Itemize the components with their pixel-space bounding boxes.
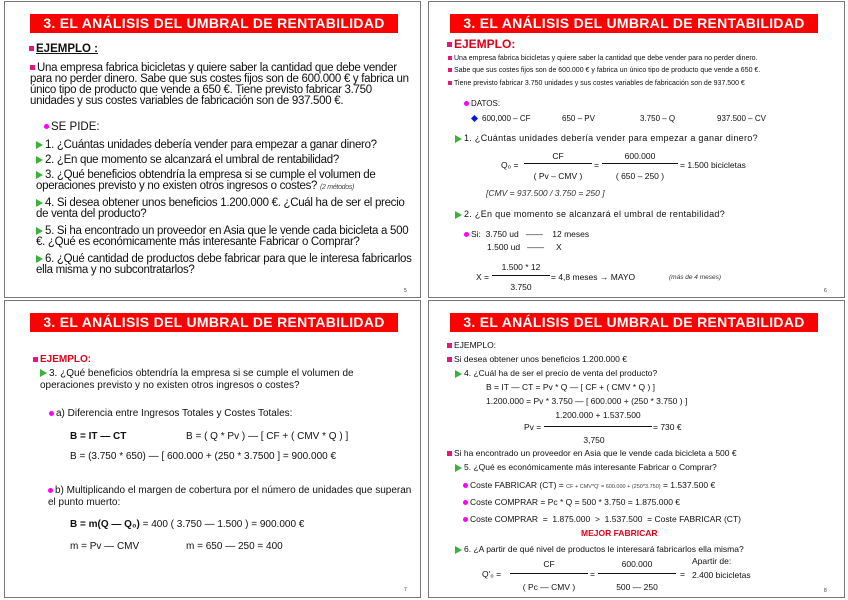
intro-paragraph — [30, 63, 412, 107]
triangle-bullet-icon — [36, 156, 43, 164]
question-6 — [36, 254, 414, 276]
fraction-line — [602, 163, 678, 164]
cost-make-result: = 1.537.500 € — [662, 480, 716, 490]
rule-text: Si: 3.750 ud —— 12 meses — [471, 229, 590, 239]
q-prime-result: 2.400 bicicletas — [692, 570, 751, 580]
circle-bullet-icon — [44, 124, 49, 129]
slide-title: 3. EL ANÁLISIS DEL UMBRAL DE RENTABILIDAD — [450, 313, 818, 332]
statement-text: Tiene previsto fabricar 3.750 unidades y sus costes variables de fabricación son de 937.500 € — [454, 80, 745, 87]
question-text: 6. ¿A partir de qué nivel de productos le interesará fabricarlos ella misma? — [464, 544, 744, 554]
square-bullet-icon — [30, 65, 35, 70]
slide-6 — [424, 0, 848, 300]
question-text: 5. Si ha encontrado un proveedor en Asia que le vende cada bicicleta a 500 €. ¿Qué es económicamente más interesante Fabricar o Comprar? — [36, 225, 409, 248]
formula-b-values: B = (3.750 * 650) — [ 600.000 + (250 * 3.7500 ] = 900.000 € — [70, 451, 337, 462]
question-text: 2. ¿En que momento se alcanzará el umbral de rentabilidad? — [464, 209, 726, 219]
slide-frame — [4, 300, 421, 598]
square-bullet-icon — [447, 42, 452, 47]
question-text: 2. ¿En que momento se alcanzará el umbral de rentabilidad? — [45, 154, 339, 166]
question-text: 1. ¿Cuántas unidades debería vender para empezar a ganar dinero? — [45, 139, 377, 151]
circle-bullet-icon — [464, 232, 469, 237]
formula-m: m = Pv — CMV — [70, 541, 140, 552]
diamond-bullet-icon — [471, 115, 478, 122]
fraction-numerator: CF — [552, 151, 564, 161]
question-6 — [455, 543, 744, 555]
formula-margin — [70, 519, 304, 531]
triangle-bullet-icon — [455, 370, 462, 378]
ejemplo-heading — [447, 339, 496, 351]
statement-line — [448, 80, 745, 88]
square-bullet-icon — [33, 357, 38, 362]
fraction-numerator: 600.000 — [621, 559, 653, 569]
cost-make-formula: CF + CMV*Q' = 600.000 + (250*3.750) — [566, 484, 661, 490]
formula-margin-values: = 400 ( 3.750 — 1.500 ) = 900.000 € — [139, 519, 305, 530]
statement-line — [448, 55, 758, 63]
formula-b-expanded: B = ( Q * Pv ) — [ CF + ( CMV * Q ) ] — [186, 431, 349, 442]
question-text: 4. Si desea obtener unos beneficios 1.200.000 €. ¿Cuál ha de ser el precio de venta del producto? — [36, 197, 405, 220]
circle-bullet-icon — [49, 411, 54, 416]
triangle-bullet-icon — [40, 369, 47, 377]
triangle-bullet-icon — [36, 255, 43, 263]
question-text: 4. ¿Cuál ha de ser el precio de venta del producto? — [464, 368, 658, 378]
method-a-text: a) Diferencia entre Ingresos Totales y Costes Totales: — [56, 408, 293, 419]
pv-result: = 730 € — [653, 422, 682, 432]
profit-target-text: Si desea obtener unos beneficios 1.200.000 € — [454, 354, 627, 364]
formula-b-it-ct: B = IT — CT — [70, 431, 127, 442]
datos-pv: 650 – PV — [562, 114, 595, 123]
triangle-bullet-icon — [455, 135, 462, 143]
apartir-label: Apartir de: — [692, 556, 732, 566]
slide-title: 3. EL ANÁLISIS DEL UMBRAL DE RENTABILIDAD — [450, 14, 818, 33]
page-number: 6 — [824, 288, 827, 294]
cost-buy — [463, 496, 680, 508]
fraction-line — [510, 573, 588, 574]
q0-label: Q₀ = — [501, 160, 519, 170]
question-text: 6. ¿Qué cantidad de productos debe fabricar para que le interesa fabricarlos ella misma y no subcontratarlos? — [36, 253, 412, 276]
method-b-text: b) Multiplicando el margen de cobertura por el número de unidades que superan el punto muerto: — [48, 485, 412, 508]
equals: = — [590, 569, 595, 579]
circle-bullet-icon — [463, 483, 468, 488]
question-2 — [36, 155, 414, 166]
triangle-bullet-icon — [455, 211, 462, 219]
ejemplo-heading — [29, 43, 98, 55]
method-a-label — [49, 408, 292, 420]
question-4 — [36, 198, 414, 220]
question-5 — [36, 226, 414, 248]
verdict: MEJOR FABRICAR — [581, 528, 658, 538]
se-pide-label: SE PIDE: — [51, 121, 100, 133]
square-bullet-icon — [447, 343, 452, 348]
question-3 — [36, 170, 414, 193]
square-bullet-icon — [29, 46, 34, 51]
slide-title: 3. EL ANÁLISIS DEL UMBRAL DE RENTABILIDAD — [30, 313, 398, 332]
x-label: X = — [476, 272, 489, 282]
fraction-line — [524, 163, 592, 164]
methods-note: (2 métodos) — [320, 184, 355, 191]
cmv-note: [CMV = 937.500 / 3.750 = 250 ] — [486, 188, 605, 198]
fraction-numerator: CF — [543, 559, 555, 569]
pv-label: Pv = — [524, 422, 542, 432]
circle-bullet-icon — [463, 517, 468, 522]
x-result: = 4,8 meses → MAYO — [551, 272, 636, 282]
square-bullet-icon — [447, 451, 452, 456]
fraction-numerator: 1.200.000 + 1.537.500 — [555, 410, 641, 420]
fraction-denominator: 500 — 250 — [616, 582, 658, 592]
statement-line — [448, 67, 760, 75]
cost-comparison — [463, 513, 741, 525]
method-b-label — [48, 485, 413, 509]
fraction-numerator: 1.500 * 12 — [501, 262, 541, 272]
ejemplo-label: EJEMPLO : — [36, 43, 98, 55]
question-5 — [455, 461, 717, 473]
question-text: 5. ¿Qué es económicamente más interesante Fabricar o Comprar? — [464, 462, 717, 472]
fraction-denominator: ( Pv – CMV ) — [533, 171, 583, 181]
triangle-bullet-icon — [36, 199, 43, 207]
circle-bullet-icon — [48, 488, 53, 493]
page-number: 8 — [824, 588, 827, 594]
fraction-line — [598, 573, 676, 574]
slide-7 — [0, 300, 424, 600]
cost-make-label: Coste FABRICAR (CT) = — [470, 480, 564, 490]
ejemplo-heading — [33, 354, 91, 366]
q-prime-label: Q'₀ = — [482, 569, 502, 579]
slide-8 — [424, 300, 848, 600]
fraction-denominator: 3.750 — [510, 282, 532, 292]
square-bullet-icon — [448, 56, 452, 60]
cost-make — [463, 479, 715, 493]
question-1 — [36, 140, 414, 151]
cost-comparison-text: Coste COMPRAR = 1.875.000 > 1.537.500 = Coste FABRICAR (CT) — [470, 514, 741, 524]
statement-text: Una empresa fabrica bicicletas y quiere saber la cantidad que debe vender para no perder dinero. — [454, 55, 758, 62]
square-bullet-icon — [447, 357, 452, 362]
question-4 — [455, 367, 657, 379]
question-text: 1. ¿Cuántas unidades debería vender para empezar a ganar dinero? — [464, 133, 758, 143]
question-2 — [455, 208, 725, 220]
q0-result: = 1.500 bicicletas — [680, 160, 746, 170]
fraction-numerator: 600.000 — [624, 151, 656, 161]
rule-of-three-row: 1.500 ud —— X — [487, 242, 562, 252]
fraction-denominator: ( 650 – 250 ) — [615, 171, 665, 181]
slide-title: 3. EL ANÁLISIS DEL UMBRAL DE RENTABILIDAD — [30, 14, 398, 33]
formula-b-values: 1.200.000 = Pv * 3.750 — [ 600.000 + (250 * 3.750 ) ] — [486, 396, 688, 406]
supplier-line — [447, 447, 737, 459]
slide-5 — [0, 0, 424, 300]
x-note: (más de 4 meses) — [669, 274, 722, 281]
datos-cf — [472, 113, 530, 125]
ejemplo-label: EJEMPLO: — [454, 37, 516, 51]
triangle-bullet-icon — [36, 141, 43, 149]
fraction-line — [544, 426, 652, 427]
page-number: 7 — [404, 587, 407, 593]
page-number: 5 — [404, 288, 407, 294]
square-bullet-icon — [448, 81, 452, 85]
ejemplo-label: EJEMPLO: — [40, 354, 92, 365]
triangle-bullet-icon — [455, 546, 462, 554]
question-text: 3. ¿Qué beneficios obtendría la empresa si se cumple el volumen de operaciones previsto y no existen otros ingresos o costes? — [40, 368, 354, 391]
fraction-denominator: 3,750 — [583, 435, 605, 445]
profit-target — [447, 353, 627, 365]
intro-text: Una empresa fabrica bicicletas y quiere saber la cantidad que debe vender para no perder dinero. Sabe que sus costes fijos son de 600.000 € y fabrica un único tipo de producto que vende a 650 €. Tiene previsto fabricar 3.750 unidades y sus costes variables de fabricación son de 937.500 €. — [30, 62, 409, 107]
square-bullet-icon — [448, 68, 452, 72]
datos-cv: 937.500 – CV — [717, 114, 766, 123]
rule-of-three-row — [464, 228, 589, 240]
datos-q: 3.750 – Q — [640, 114, 676, 123]
ejemplo-label: EJEMPLO: — [454, 340, 497, 350]
datos-value: 600,000 – CF — [482, 114, 531, 123]
fraction-denominator: ( Pc — CMV ) — [522, 582, 576, 592]
datos-label — [464, 98, 500, 110]
cost-buy-text: Coste COMPRAR = Pc * Q = 500 * 3.750 = 1.875.000 € — [470, 497, 681, 507]
question-1 — [455, 132, 758, 144]
datos-text: DATOS: — [471, 99, 501, 108]
se-pide — [44, 121, 100, 133]
triangle-bullet-icon — [455, 464, 462, 472]
formula-b: B = IT — CT = Pv * Q — [ CF + ( CMV * Q ) ] — [486, 382, 656, 392]
circle-bullet-icon — [463, 500, 468, 505]
equals: = — [680, 569, 685, 579]
supplier-text: Si ha encontrado un proveedor en Asia que le vende cada bicicleta a 500 € — [454, 448, 737, 458]
circle-bullet-icon — [464, 101, 469, 106]
question-text: 3. ¿Qué beneficios obtendría la empresa si se cumple el volumen de operaciones previsto y no existen otros ingresos o costes? — [36, 169, 376, 192]
fraction-line — [492, 275, 550, 276]
formula-margin-bold: B = m(Q — Q₀) — [70, 519, 140, 530]
triangle-bullet-icon — [36, 227, 43, 235]
formula-m-values: m = 650 — 250 = 400 — [186, 541, 283, 552]
question-3 — [40, 368, 410, 392]
triangle-bullet-icon — [36, 171, 43, 179]
equals: = — [594, 160, 599, 170]
statement-text: Sabe que sus costes fijos son de 600.000 € y fabrica un único tipo de producto que vende a 650 €. — [454, 67, 761, 74]
ejemplo-heading — [447, 38, 515, 50]
